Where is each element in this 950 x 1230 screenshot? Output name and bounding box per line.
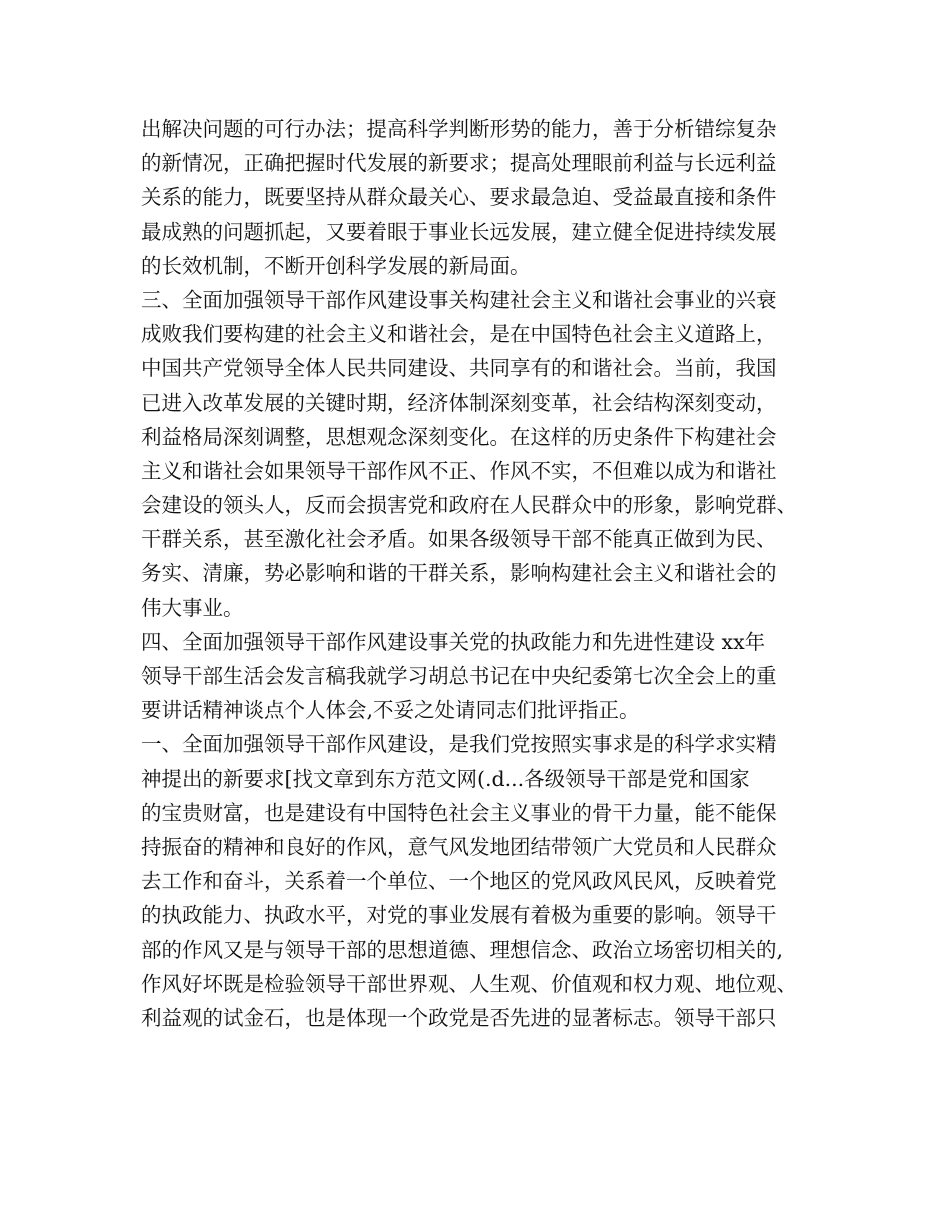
text-line: 务实、清廉，势必影响和谐的干群关系，影响构建社会主义和谐社会的	[141, 561, 777, 586]
text-line: 利益观的试金石，也是体现一个政党是否先进的显著标志。领导干部只	[141, 1005, 777, 1030]
text-line: 中国共产党领导全体人民共同建设、共同享有的和谐社会。当前，我国	[141, 356, 777, 381]
text-line: 作风好坏既是检验领导干部世界观、人生观、价值观和权力观、地位观、	[141, 971, 797, 996]
text-line: 要讲话精神谈点个人体会,不妥之处请同志们批评指正。	[141, 698, 640, 723]
text-line: 最成熟的问题抓起，又要着眼于事业长远发展，建立健全促进持续发展	[141, 219, 777, 244]
text-line: 伟大事业。	[141, 595, 244, 620]
text-line: 已进入改革发展的关键时期，经济体制深刻变革，社会结构深刻变动，	[141, 390, 777, 415]
text-line: 利益格局深刻调整，思想观念深刻变化。在这样的历史条件下构建社会	[141, 424, 777, 449]
text-line: 的宝贵财富，也是建设有中国特色社会主义事业的骨干力量，能不能保	[141, 800, 777, 825]
text-line: 成败我们要构建的社会主义和谐社会，是在中国特色社会主义道路上，	[141, 322, 777, 347]
text-line: 会建设的领头人，反而会损害党和政府在人民群众中的形象，影响党群、	[141, 493, 797, 518]
text-line: 主义和谐社会如果领导干部作风不正、作风不实，不但难以成为和谐社	[141, 458, 777, 483]
section-heading-4: 四、全面加强领导干部作风建设事关党的执政能力和先进性建设 xx年	[141, 629, 766, 654]
text-line: 领导干部生活会发言稿我就学习胡总书记在中央纪委第七次全会上的重	[141, 664, 777, 688]
text-line: 的执政能力、执政水平，对党的事业发展有着极为重要的影响。领导干	[141, 903, 777, 928]
text-line: 出解决问题的可行办法；提高科学判断形势的能力，善于分析错综复杂	[141, 117, 777, 141]
section-heading-1: 一、全面加强领导干部作风建设，是我们党按照实事求是的科学求实精	[141, 732, 777, 757]
text-line: 神提出的新要求[找文章到东方范文网(.d...各级领导干部是党和国家	[141, 766, 750, 791]
text-line: 去工作和奋斗，关系着一个单位、一个地区的党风政风民风，反映着党	[141, 869, 777, 894]
text-line: 干群关系，甚至激化社会矛盾。如果各级领导干部不能真正做到为民、	[141, 527, 777, 552]
text-line: 的长效机制，不断开创科学发展的新局面。	[141, 253, 531, 278]
text-line: 的新情况，正确把握时代发展的新要求；提高处理眼前利益与长远利益	[141, 151, 777, 176]
document-body	[141, 112, 821, 1035]
text-line: 持振奋的精神和良好的作风，意气风发地团结带领广大党员和人民群众	[141, 834, 777, 859]
section-heading-3: 三、全面加强领导干部作风建设事关构建社会主义和谐社会事业的兴衰	[141, 287, 777, 312]
text-line: 部的作风又是与领导干部的思想道德、理想信念、政治立场密切相关的,	[141, 937, 784, 962]
text-line: 关系的能力，既要坚持从群众最关心、要求最急迫、受益最直接和条件	[141, 185, 777, 210]
